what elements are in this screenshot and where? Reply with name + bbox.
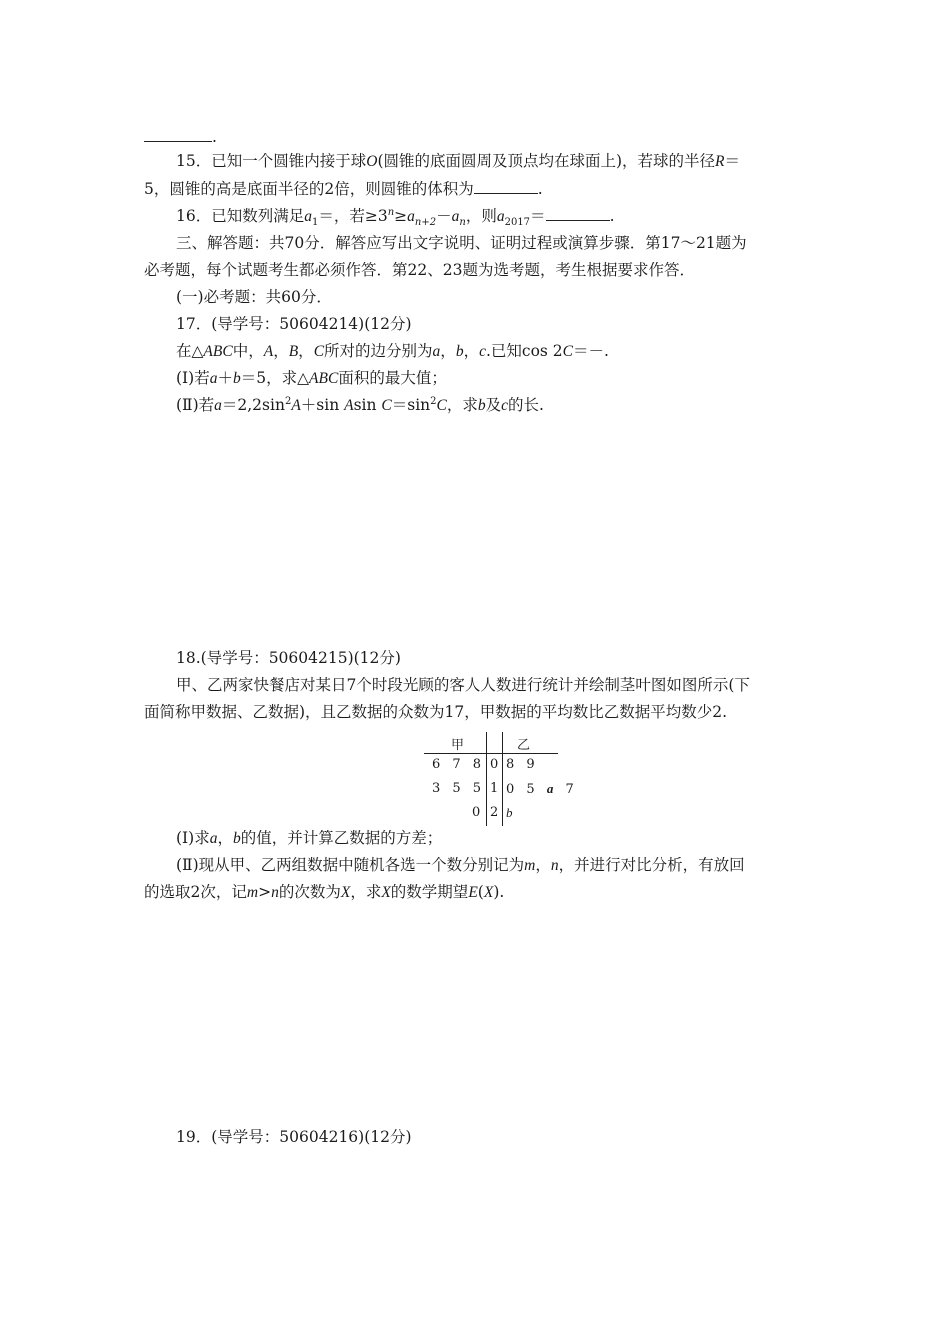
q15-line1: 15．已知一个圆锥内接于球O(圆锥的底面圆周及顶点均在球面上)，若球的半径R＝ [176, 152, 741, 170]
section3-subheading: (一)必考题：共60分． [176, 288, 332, 306]
q17-part1: (Ⅰ)若a＋b＝5，求△ABC面积的最大值； [176, 369, 447, 387]
q15-line2: 5，圆锥的高是底面半径的2倍，则圆锥的体积为 . [144, 180, 543, 198]
plot-header-yi: 乙 [517, 738, 535, 753]
row1-right-leaves: 0 5 a 7 [506, 781, 578, 797]
q18-statement-line2: 面简称甲数据、乙数据)，且乙数据的众数为17，甲数据的平均数比乙数据平均数少2. [144, 703, 728, 721]
q18-statement-line1: 甲、乙两家快餐店对某日7个时段光顾的客人人数进行统计并绘制茎叶图如图所示(下 [176, 676, 750, 694]
q19-heading: 19．(导学号：50604216)(12分) [176, 1128, 412, 1146]
q18-part1: (Ⅰ)求a，b的值，并计算乙数据的方差； [176, 829, 443, 847]
row2-stem: 2 [490, 805, 503, 820]
row2-left-leaves: 0 [472, 805, 485, 820]
row0-stem: 0 [490, 757, 503, 772]
q16-line: 16．已知数列满足$a_1=$，若$\ge 3^n\ge a_{n+2}-a_n$，则$a_{2017}=$ . [176, 206, 615, 229]
section3-line1: 三、解答题：共70分．解答应写出文字说明、证明过程或演算步骤．第17～21题为 [176, 234, 747, 252]
plot-header-jia: 甲 [451, 738, 469, 753]
q17-statement: 在△ABC中，A，B，C所对的边分别为a，b，c.已知cos 2C＝－. [176, 342, 609, 360]
q18-part2-line1: (Ⅱ)现从甲、乙两组数据中随机各选一个数分别记为m，n，并进行对比分析，有放回 [176, 856, 745, 874]
row0-left-leaves: 6 7 8 [432, 757, 486, 772]
row1-left-leaves: 3 5 5 [432, 781, 486, 796]
q18-heading: 18.(导学号：50604215)(12分) [176, 649, 401, 667]
q16-answer-blank[interactable] [546, 206, 610, 221]
row2-right-leaves: b [506, 805, 517, 820]
stem-leaf-plot [424, 732, 578, 826]
answer-blank[interactable] [144, 127, 212, 142]
plot-header-rule [424, 753, 558, 754]
q17-heading: 17．(导学号：50604214)(12分) [176, 315, 412, 333]
q17-part2: (Ⅱ)若$a=2,2\sin^2A+\sin$ Asin $C=\sin^2C$，求b及c的长. [176, 395, 544, 414]
q18-part2-line2: 的选取2次，记m>n的次数为X，求X的数学期望E(X). [144, 883, 505, 901]
row0-right-leaves: 8 9 [506, 757, 539, 772]
plot-divider-left [486, 732, 487, 826]
section3-line2: 必考题，每个试题考生都必须作答．第22、23题为选考题，考生根据要求作答． [144, 261, 695, 279]
row1-stem: 1 [490, 781, 503, 796]
q15-answer-blank[interactable] [474, 179, 538, 194]
prev-answer-line: . [144, 127, 810, 147]
